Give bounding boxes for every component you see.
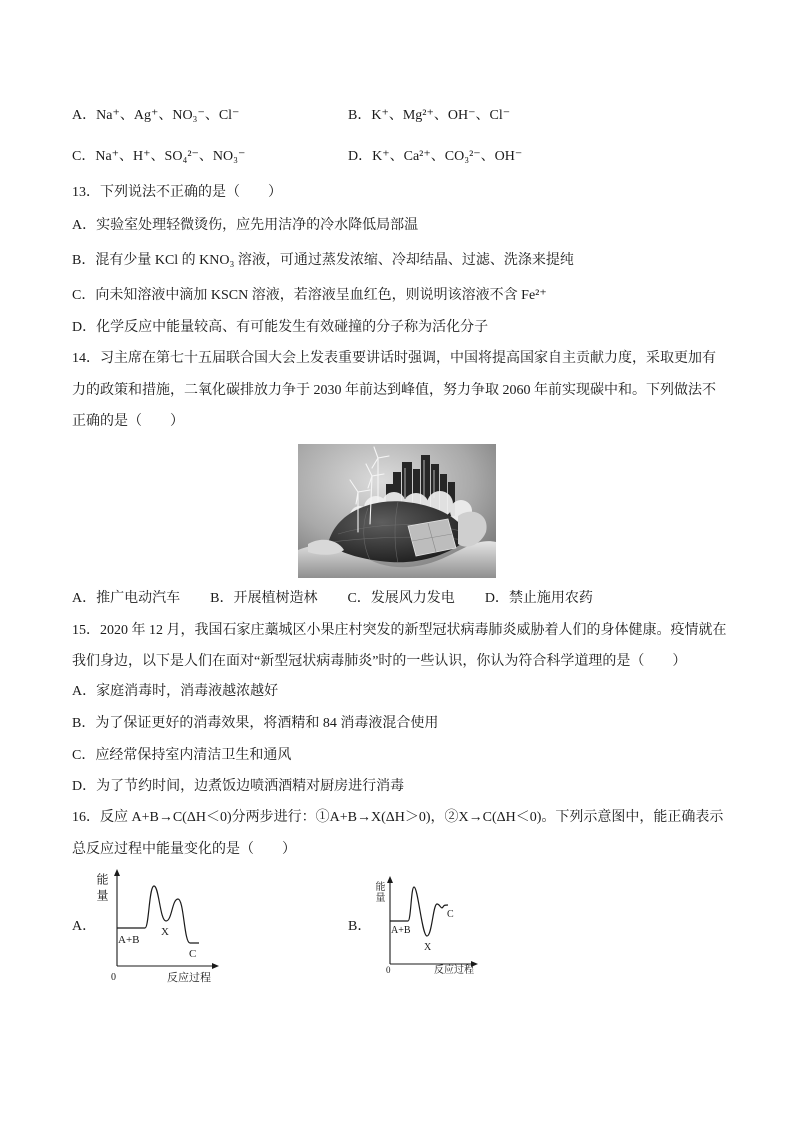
- y-axis-arrow: [387, 876, 393, 883]
- q16-option-b-label: B．: [348, 919, 372, 934]
- q15-stem-line-2: 我们身边，以下是人们在面对“新型冠状病毒肺炎”时的一些认识，你认为符合科学道理的是（ ）: [72, 654, 687, 669]
- q16-stem-line-1: 16．反应 A+B→C(ΔH＜0)分两步进行：①A+B→X(ΔH＞0)，②X→C(ΔH＜0)。下列示意图中，能正确表示: [72, 810, 724, 825]
- x-axis-arrow: [212, 963, 219, 969]
- origin-label: 0: [111, 972, 116, 983]
- intermediate-label: X: [424, 942, 432, 953]
- q13-stem: 13．下列说法不正确的是（ ）: [72, 185, 282, 200]
- option-label: C．: [72, 748, 96, 763]
- option-text: Na⁺、Ag⁺、NO₃⁻、Cl⁻: [96, 108, 240, 123]
- option-text: 发展风力发电: [370, 591, 455, 606]
- option-text: 实验室处理轻微烫伤，应先用洁净的冷水降低局部温: [96, 218, 419, 233]
- q14-stem-line-3: 正确的是（ ）: [72, 414, 184, 429]
- option-text: 禁止施用农药: [508, 591, 593, 606]
- q14-stem-line-1: 14．习主席在第七十五届联合国大会上发表重要讲话时强调，中国将提高国家自主贡献力度，采取更加有: [72, 351, 716, 366]
- product-label: C: [447, 909, 454, 920]
- q15-option-c: [72, 746, 291, 766]
- q12-option-b: [348, 106, 510, 126]
- x-axis-label: 反应过程: [167, 972, 211, 984]
- energy-diagram-b: [370, 872, 482, 978]
- option-text: 向未知溶液中滴加 KSCN 溶液，若溶液呈血红色，则说明该溶液不含 Fe²⁺: [95, 288, 547, 303]
- option-text: 开展植树造林: [233, 591, 318, 606]
- option-label: D．: [484, 591, 509, 606]
- option-label: A．: [72, 218, 97, 233]
- option-text: 为了保证更好的消毒效果，将酒精和 84 消毒液混合使用: [95, 716, 439, 731]
- option-label: A．: [72, 108, 97, 123]
- option-label: A．: [72, 684, 97, 699]
- carbon-neutral-photo: [298, 444, 496, 578]
- q14-options: [72, 589, 623, 609]
- option-text: K⁺、Ca²⁺、CO₃²⁻、OH⁻: [372, 149, 523, 164]
- option-label: B．: [348, 108, 372, 123]
- q15-option-b: [72, 714, 438, 734]
- option-text: 为了节约时间，边煮饭边喷洒酒精对厨房进行消毒: [96, 779, 405, 794]
- q14-option-c: [347, 589, 454, 609]
- q13-option-a: [72, 216, 418, 236]
- reactants-label: A+B: [391, 925, 411, 936]
- option-text: Na⁺、H⁺、SO₄²⁻、NO₃⁻: [95, 149, 246, 164]
- q12-option-d: [348, 147, 522, 167]
- reactants-label: A+B: [118, 934, 140, 946]
- q15-stem-line-1: 15．2020 年 12 月，我国石家庄藁城区小果庄村突发的新型冠状病毒肺炎威胁着人们的身体健康。疫情就在: [72, 623, 727, 638]
- option-label: C．: [347, 591, 371, 606]
- intermediate-label: X: [161, 926, 169, 938]
- option-label: B．: [72, 716, 96, 731]
- option-label: D．: [72, 320, 97, 335]
- q13-option-d: [72, 318, 488, 338]
- q14-option-b: [210, 589, 317, 609]
- q13-option-c: [72, 286, 547, 306]
- option-label: D．: [72, 779, 97, 794]
- q14-option-d: [485, 589, 593, 609]
- q15-option-a: [72, 682, 278, 702]
- x-axis-label: 反应过程: [434, 965, 474, 976]
- q15-option-d: [72, 777, 404, 797]
- q16-option-a-label: A．: [72, 919, 97, 934]
- option-label: C．: [72, 288, 96, 303]
- y-axis-label: 能量: [373, 881, 384, 903]
- option-text: 化学反应中能量较高、有可能发生有效碰撞的分子称为活化分子: [96, 320, 489, 335]
- option-label: C．: [72, 149, 96, 164]
- q12-option-a: [72, 106, 239, 126]
- q12-option-c: [72, 147, 245, 167]
- option-text: 应经常保持室内清洁卫生和通风: [95, 748, 292, 763]
- option-text: K⁺、Mg²⁺、OH⁻、Cl⁻: [371, 108, 511, 123]
- q14-option-a: [72, 589, 180, 609]
- option-label: A．: [72, 591, 97, 606]
- y-axis-arrow: [114, 869, 120, 876]
- option-label: D．: [348, 149, 373, 164]
- q13-option-b: [72, 251, 574, 271]
- option-text: 推广电动汽车: [96, 591, 181, 606]
- option-text: 混有少量 KCl 的 KNO₃ 溶液，可通过蒸发浓缩、冷却结晶、过滤、洗涤来提纯: [95, 253, 574, 268]
- y-axis-label: 能量: [95, 873, 109, 905]
- product-label: C: [189, 948, 197, 960]
- energy-diagram-a: [90, 866, 225, 984]
- q14-stem-line-2: 力的政策和措施，二氧化碳排放力争于 2030 年前达到峰值，努力争取 2060 年前实现碳中和。下列做法不: [72, 383, 716, 398]
- q16-stem-line-2: 总反应过程中能量变化的是（ ）: [72, 842, 296, 857]
- origin-label: 0: [386, 965, 391, 975]
- option-text: 家庭消毒时，消毒液越浓越好: [96, 684, 279, 699]
- option-label: B．: [72, 253, 96, 268]
- option-label: B．: [210, 591, 234, 606]
